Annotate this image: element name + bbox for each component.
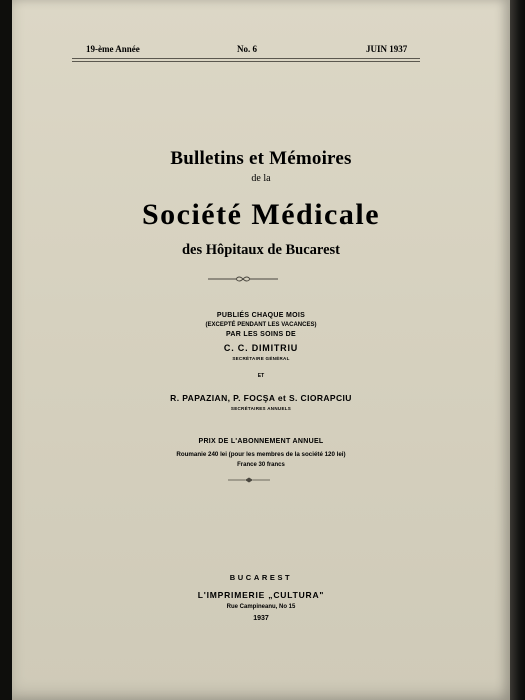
header-rule-bottom	[72, 61, 420, 62]
published-monthly: PUBLIÉS CHAQUE MOIS	[216, 312, 306, 319]
ornament-divider-icon	[208, 275, 278, 283]
header-rule-top	[72, 58, 420, 59]
publisher-city: BUCAREST	[229, 573, 293, 582]
general-secretary-role: SECRÉTAIRE GÉNÉRAL	[232, 356, 290, 361]
title-societe-medicale: Société Médicale	[141, 198, 381, 231]
title-hopitaux: des Hôpitaux de Bucarest	[181, 242, 341, 258]
publisher-address: Rue Campineanu, No 15	[226, 604, 296, 610]
by-care-of: PAR LES SOINS DE	[225, 331, 296, 338]
issue-date: JUIN 1937	[366, 44, 408, 54]
annual-secretaries: R. PAPAZIAN, P. FOCŞA et S. CIORAPCIU	[170, 393, 352, 403]
small-ornament-icon	[228, 477, 270, 483]
publisher-year: 1937	[253, 615, 269, 622]
annual-secretaries-role: SECRÉTAIRES ANNUELS	[230, 406, 292, 411]
subscription-heading: PRIX DE L'ABONNEMENT ANNUEL	[198, 438, 324, 445]
subscription-romania: Roumanie 240 lei (pour les membres de la société 120 lei)	[176, 451, 346, 458]
conjunction-et: ET	[257, 373, 265, 379]
title-de-la: de la	[251, 173, 271, 184]
issue-number: No. 6	[237, 44, 257, 54]
publisher-name: L'IMPRIMERIE „CULTURA"	[197, 590, 325, 600]
background-edge	[510, 0, 525, 700]
title-bulletins: Bulletins et Mémoires	[170, 148, 352, 169]
subscription-france: France 30 francs	[237, 462, 285, 468]
general-secretary-name: C. C. DIMITRIU	[223, 343, 299, 353]
issue-year: 19-ème Année	[86, 44, 140, 54]
except-holidays: (EXCEPTÉ PENDANT LES VACANCES)	[205, 322, 317, 328]
